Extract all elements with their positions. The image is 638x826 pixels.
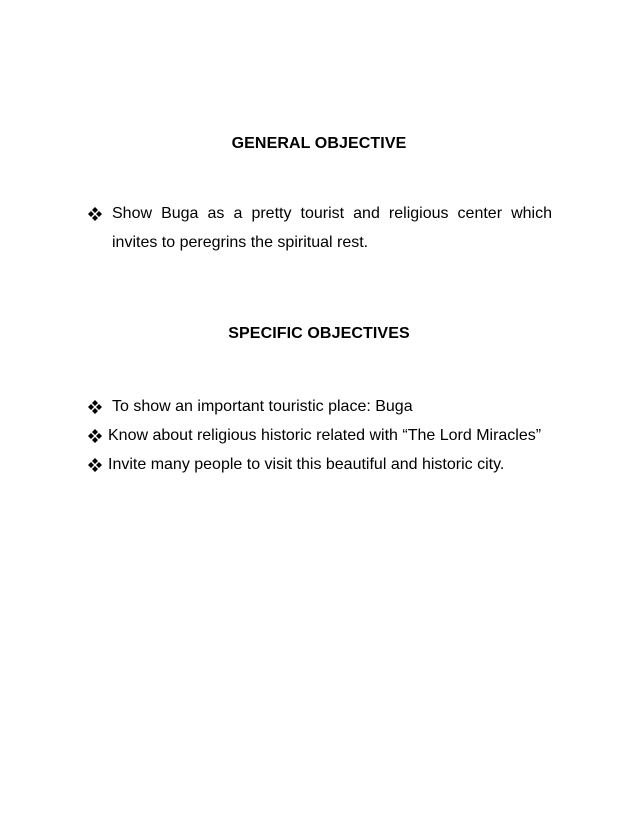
list-item-text: Invite many people to visit this beautiful and historic city.	[108, 456, 505, 473]
four-diamond-bullet-icon	[86, 421, 104, 450]
list-item-text: Show Buga as a pretty tourist and religious center which invites to peregrins the spiritual rest.	[112, 205, 552, 251]
list-item	[86, 421, 552, 450]
list-item	[86, 450, 552, 479]
specific-objectives-heading: SPECIFIC OBJECTIVES	[228, 325, 410, 342]
list-item-text: To show an important touristic place: Buga	[112, 398, 413, 415]
four-diamond-bullet-icon	[86, 199, 104, 228]
list-item	[86, 199, 552, 257]
four-diamond-bullet-icon	[86, 450, 104, 479]
specific-objectives-list	[86, 392, 552, 479]
general-objective-list	[86, 199, 552, 257]
list-item-text: Know about religious historic related with “The Lord Miracles”	[108, 427, 542, 444]
general-objective-heading: GENERAL OBJECTIVE	[231, 135, 407, 152]
four-diamond-bullet-icon	[86, 392, 104, 421]
list-item	[86, 392, 552, 421]
